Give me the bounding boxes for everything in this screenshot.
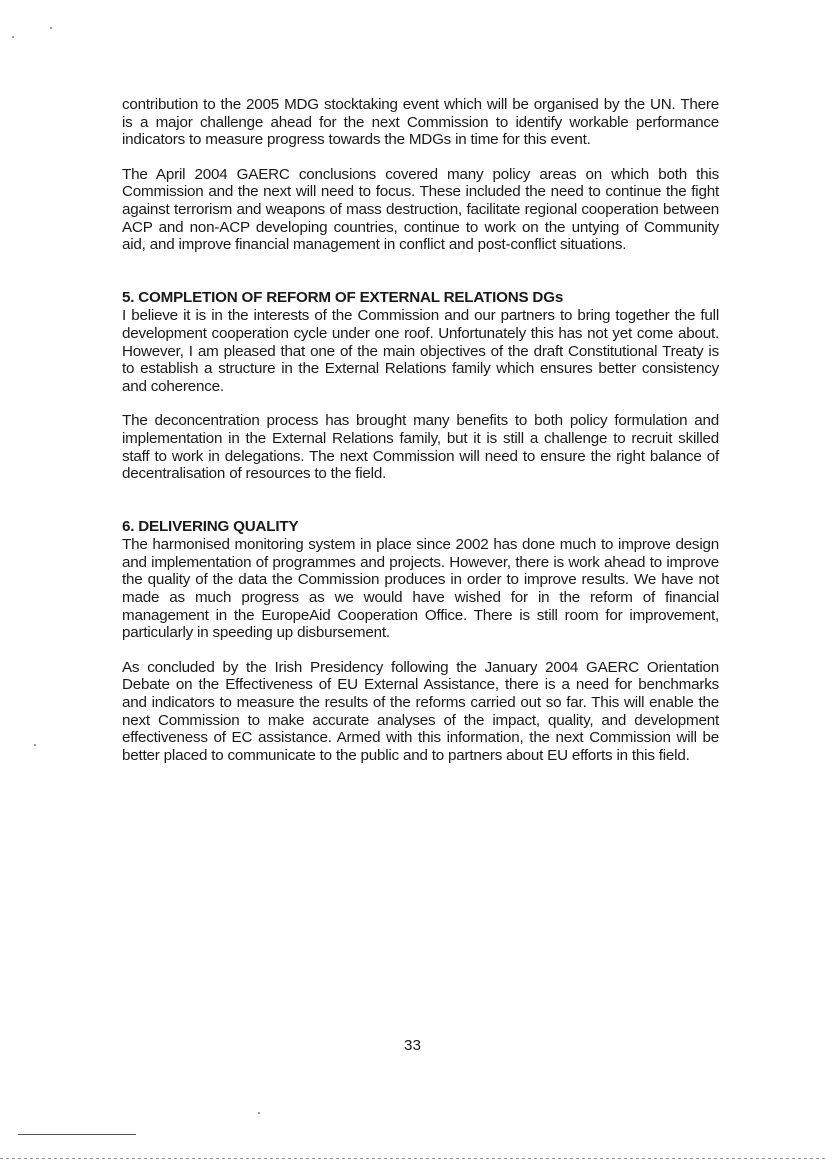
footer-rule bbox=[18, 1134, 136, 1135]
body-paragraph: The harmonised monitoring system in place since 2002 has done much to improve design and implementation of programmes and projects. However, there is work ahead to improve the quality of the data the Commission produces in order to improve results. We have not made as much progress as we would have wished for in the reform of financial management in the EuropeAid Cooperation Office. There is still room for improvement, particularly in speeding up disbursement. bbox=[122, 536, 719, 642]
scan-speck bbox=[34, 744, 36, 746]
scan-speck bbox=[258, 1112, 260, 1114]
body-paragraph: contribution to the 2005 MDG stocktaking event which will be organised by the UN. There is a major challenge ahead for the next Commission to identify workable performance indicators to measure progress towards the MDGs in time for this event. bbox=[122, 96, 719, 149]
body-paragraph: I believe it is in the interests of the Commission and our partners to bring together the full development cooperation cycle under one roof. Unfortunately this has not yet come about. However, I am pleased that one of the main objectives of the draft Constitutional Treaty is to establish a structure in the External Relations family which ensures better consistency and coherence. bbox=[122, 307, 719, 395]
scan-speck bbox=[12, 36, 14, 38]
section-heading: 5. COMPLETION OF REFORM OF EXTERNAL RELATIONS DGs bbox=[122, 288, 564, 306]
section-6 bbox=[122, 518, 719, 765]
body-paragraph: The deconcentration process has brought many benefits to both policy formulation and implementation in the External Relations family, but it is still a challenge to recruit skilled staff to work in delegations. The next Commission will need to ensure the right balance of decentralisation of resources to the field. bbox=[122, 412, 719, 483]
document-body bbox=[122, 96, 719, 764]
scan-speck bbox=[50, 27, 52, 29]
section-5 bbox=[122, 289, 719, 483]
page-number: 33 bbox=[404, 1037, 421, 1054]
scan-edge-line bbox=[0, 1158, 825, 1159]
body-paragraph: The April 2004 GAERC conclusions covered many policy areas on which both this Commission and the next will need to focus. These included the need to continue the fight against terrorism and weapons of mass destruction, facilitate regional cooperation between ACP and non-ACP developing countries, continue to work on the untying of Community aid, and improve financial management in conflict and post-conflict situations. bbox=[122, 165, 719, 254]
body-paragraph: As concluded by the Irish Presidency following the January 2004 GAERC Orientation Debate on the Effectiveness of EU External Assistance, there is a need for benchmarks and indicators to measure the results of the reforms carried out so far. This will enable the next Commission to make accurate analyses of the impact, quality, and development effectiveness of EC assistance. Armed with this information, the next Commission will be better placed to communicate to the public and to partners about EU efforts in this field. bbox=[122, 658, 719, 764]
section-heading: 6. DELIVERING QUALITY bbox=[122, 517, 299, 535]
